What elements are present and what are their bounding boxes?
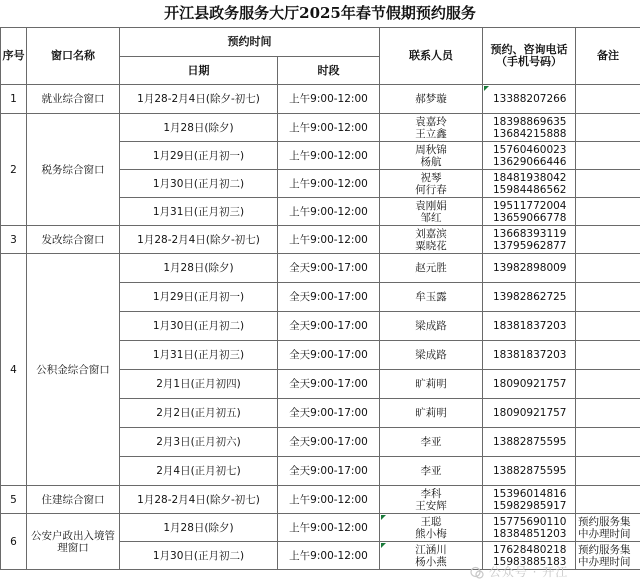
phone-cell [483,514,576,542]
window-cell: 就业综合窗口 [27,85,120,114]
phone-cell: 18381837203 [483,341,576,370]
seq-cell: 2 [1,114,27,226]
contact-name: 杨小燕 [415,555,447,568]
table-row [1,514,640,542]
remark-cell [576,254,640,283]
window-cell [27,514,120,570]
contact-name: 王聪 [420,515,442,528]
date-cell: 2月2日(正月初五) [120,399,278,428]
watermark-text: 公众号 · 开江 [488,565,569,579]
window-name-line: 理窗口 [57,541,89,554]
phone-number: 18384851203 [493,527,567,540]
contact-cell: 牟玉露 [380,283,483,312]
contact-cell: 梁成路 [380,312,483,341]
phone-cell [483,198,576,226]
period-cell: 全天9:00-17:00 [278,312,380,341]
phone-cell: 18381837203 [483,312,576,341]
period-cell: 全天9:00-17:00 [278,254,380,283]
window-cell: 住建综合窗口 [27,486,120,514]
contact-cell [380,226,483,254]
contact-name: 李科 [420,487,442,500]
contact-name: 周秋锦 [415,143,447,156]
period-cell: 上午9:00-12:00 [278,114,380,142]
table-row [1,85,640,114]
contact-name: 邹红 [420,211,442,224]
period-cell: 上午9:00-12:00 [278,198,380,226]
contact-cell: 旷莉明 [380,399,483,428]
contact-cell: 李亚 [380,457,483,486]
contact-cell [380,142,483,170]
period-cell: 上午9:00-12:00 [278,514,380,542]
period-cell: 上午9:00-12:00 [278,226,380,254]
remark-cell [576,198,640,226]
contact-name: 袁嘉玲 [415,115,447,128]
phone-cell [483,114,576,142]
remark-cell [576,312,640,341]
phone-cell: 13982862725 [483,283,576,312]
period-cell: 上午9:00-12:00 [278,542,380,570]
period-cell: 全天9:00-17:00 [278,428,380,457]
contact-cell: 旷莉明 [380,370,483,399]
period-cell: 全天9:00-17:00 [278,399,380,428]
remark-cell [576,341,640,370]
contact-name: 粟晓花 [415,239,447,252]
contact-cell: 李亚 [380,428,483,457]
remark-cell [576,226,640,254]
contact-cell: 赵元胜 [380,254,483,283]
phone-number: 13629066446 [493,155,567,168]
date-cell: 1月28-2月4日(除夕-初七) [120,226,278,254]
date-cell: 1月30日(正月初二) [120,312,278,341]
header-window: 窗口名称 [27,28,120,85]
table-row [1,254,640,283]
remark-cell [576,486,640,514]
appointment-table [0,27,640,570]
phone-cell: 13982898009 [483,254,576,283]
period-cell: 全天9:00-17:00 [278,457,380,486]
header-seq: 序号 [1,28,27,85]
contact-cell: 郝梦璇 [380,85,483,114]
remark-line: 预约服务集 [578,543,631,556]
phone-number: 18481938042 [493,171,567,184]
seq-cell: 5 [1,486,27,514]
phone-cell [483,142,576,170]
contact-name: 王立鑫 [415,127,447,140]
contact-cell [380,170,483,198]
remark-line: 中办理时间 [578,527,631,540]
remark-cell [576,457,640,486]
remark-cell [576,399,640,428]
remark-cell [576,142,640,170]
period-cell: 全天9:00-17:00 [278,341,380,370]
phone-number: 15396014816 [493,487,567,500]
date-cell: 1月31日(正月初三) [120,198,278,226]
date-cell: 1月28日(除夕) [120,254,278,283]
window-cell: 公积金综合窗口 [27,254,120,486]
header-phone-line2: （手机号码） [496,55,562,68]
period-cell: 上午9:00-12:00 [278,142,380,170]
remark-cell [576,428,640,457]
phone-number: 15775690110 [493,515,567,528]
contact-name: 王安辉 [415,499,447,512]
remark-cell [576,170,640,198]
date-cell: 2月3日(正月初六) [120,428,278,457]
date-cell: 1月28-2月4日(除夕-初七) [120,85,278,114]
phone-number: 13795962877 [493,239,567,252]
phone-number: 18398869635 [493,115,567,128]
remark-cell [576,283,640,312]
contact-name: 袁刚娟 [415,199,447,212]
contact-cell [380,542,483,570]
window-cell: 税务综合窗口 [27,114,120,226]
table-row [1,114,640,142]
header-contact: 联系人员 [380,28,483,85]
header-period: 时段 [278,57,380,85]
phone-number: 13684215888 [493,127,567,140]
phone-number: 15760460023 [493,143,567,156]
period-cell: 上午9:00-12:00 [278,486,380,514]
phone-number: 15982985917 [493,499,567,512]
phone-number: 19511772004 [493,199,567,212]
remark-cell [576,514,640,542]
phone-number: 15984486562 [493,183,567,196]
table-row [1,486,640,514]
phone-number: 13668393119 [493,227,567,240]
remark-line: 中办理时间 [578,555,631,568]
remark-cell [576,542,640,570]
seq-cell: 4 [1,254,27,486]
phone-cell: 18090921757 [483,370,576,399]
date-cell: 1月30日(正月初二) [120,542,278,570]
contact-cell [380,514,483,542]
contact-cell [380,114,483,142]
date-cell: 1月28日(除夕) [120,114,278,142]
contact-name: 江涵川 [415,543,447,556]
date-cell: 1月28-2月4日(除夕-初七) [120,486,278,514]
phone-cell [483,226,576,254]
date-cell: 1月29日(正月初一) [120,142,278,170]
remark-cell [576,370,640,399]
header-phone-line1: 预约、咨询电话 [490,43,568,56]
contact-cell: 梁成路 [380,341,483,370]
contact-name: 祝琴 [420,171,442,184]
page-title: 开江县政务服务大厅2025年春节假期预约服务 [164,4,476,22]
phone-number: 15983885183 [493,555,567,568]
date-cell: 1月31日(正月初三) [120,341,278,370]
period-cell: 全天9:00-17:00 [278,283,380,312]
remark-cell [576,85,640,114]
contact-name: 何行春 [415,183,447,196]
header-date: 日期 [120,57,278,85]
seq-cell: 3 [1,226,27,254]
header-appointment-time: 预约时间 [120,28,380,57]
contact-name: 刘嘉滨 [415,227,447,240]
phone-cell: 13882875595 [483,457,576,486]
seq-cell: 6 [1,514,27,570]
phone-cell [483,542,576,570]
window-name-line: 公安户政出入境管 [31,529,115,542]
header-phone [483,28,576,85]
table-row [1,226,640,254]
phone-cell [483,486,576,514]
contact-name: 杨航 [420,155,442,168]
period-cell: 全天9:00-17:00 [278,370,380,399]
phone-number: 17628480218 [493,543,567,556]
date-cell: 1月29日(正月初一) [120,283,278,312]
remark-cell [576,114,640,142]
phone-cell: 18090921757 [483,399,576,428]
contact-cell [380,198,483,226]
date-cell: 2月4日(正月初七) [120,457,278,486]
contact-name: 熊小梅 [415,527,447,540]
date-cell: 1月30日(正月初二) [120,170,278,198]
date-cell: 1月28日(除夕) [120,514,278,542]
period-cell: 上午9:00-12:00 [278,170,380,198]
period-cell: 上午9:00-12:00 [278,85,380,114]
phone-cell: 13388207266 [483,85,576,114]
contact-cell [380,486,483,514]
phone-cell: 13882875595 [483,428,576,457]
phone-cell [483,170,576,198]
phone-number: 13659066778 [493,211,567,224]
remark-line: 预约服务集 [578,515,631,528]
window-cell: 发改综合窗口 [27,226,120,254]
seq-cell: 1 [1,85,27,114]
header-remark: 备注 [576,28,640,85]
date-cell: 2月1日(正月初四) [120,370,278,399]
